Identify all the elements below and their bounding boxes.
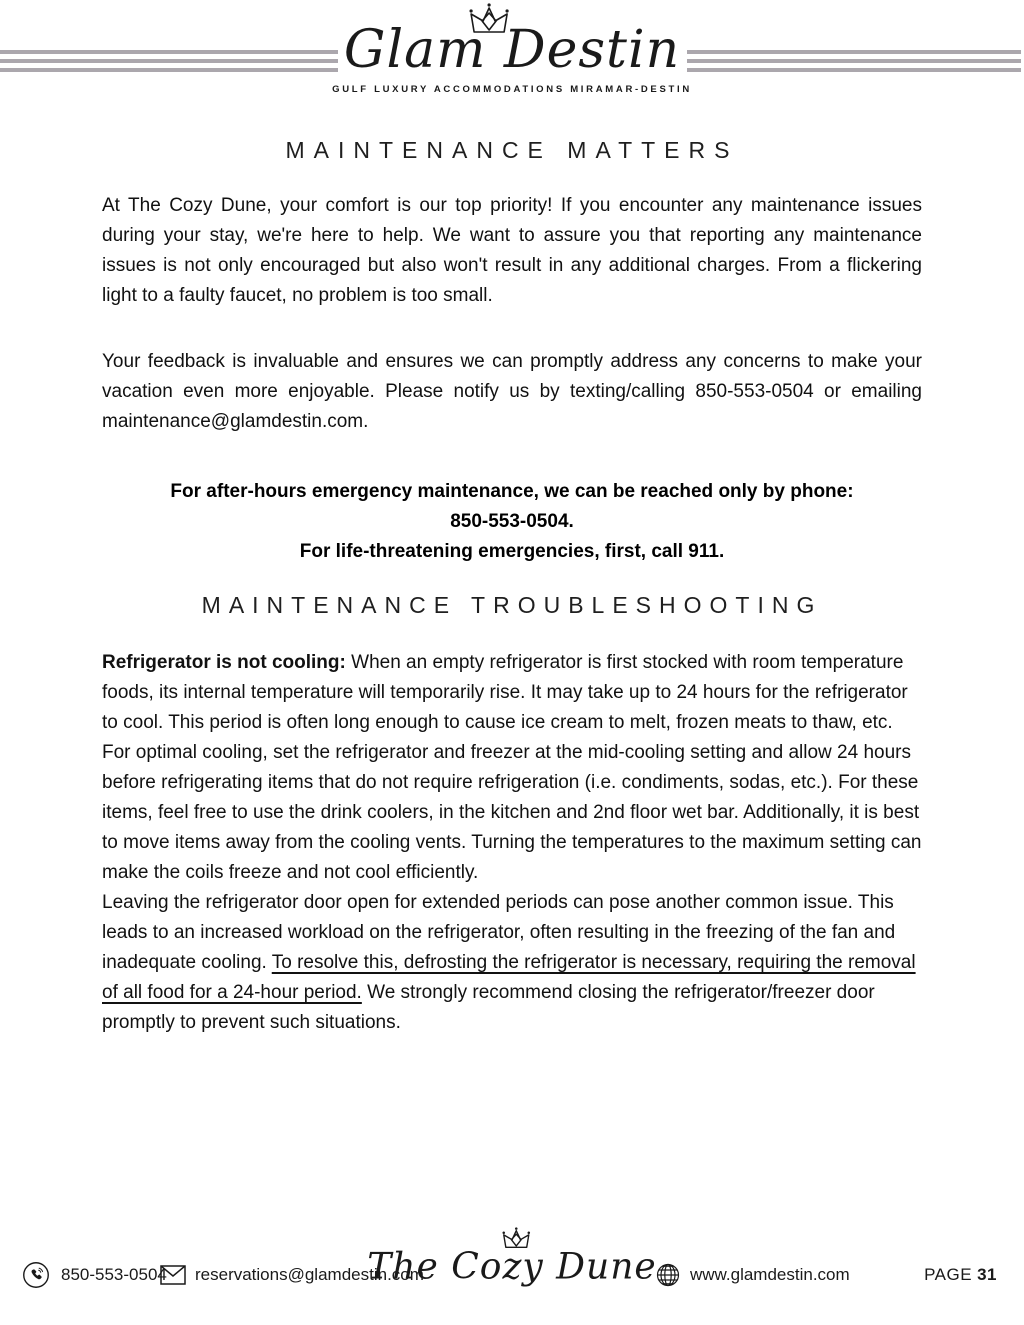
brand-tagline: GULF LUXURY ACCOMMODATIONS MIRAMAR-DESTIN — [332, 84, 692, 95]
footer-logo — [367, 1247, 656, 1288]
emergency-line-1: For after-hours emergency maintenance, we can be reached only by phone: — [170, 481, 854, 502]
brand-logo-text: Glam Destin — [343, 20, 681, 80]
page-footer — [0, 1217, 1024, 1317]
troubleshooting-p3-underlined: To resolve this, defrosting the refrigerator is necessary, requiring the removal of all food for a 24-hour period. — [102, 952, 916, 1003]
page-number: 31 — [977, 1265, 997, 1284]
footer-logo-text: The Cozy Dune — [367, 1246, 657, 1288]
page-title: MAINTENANCE MATTERS — [285, 137, 739, 163]
section-title: MAINTENANCE TROUBLESHOOTING — [201, 592, 823, 618]
intro-paragraph-2: Your feedback is invaluable and ensures we can promptly address any concerns to make your vacation even more enjoyable. Please notify us by texting/calling 850-553-0504 or emailing maintenance@glamdestin.com. — [102, 351, 922, 432]
intro-paragraph-1: At The Cozy Dune, your comfort is our top priority! If you encounter any maintenance issues during your stay, we're here to help. We want to assure you that reporting any maintenance issues is not only encouraged but also won't result in any additional charges. From a flickering light to a faulty faucet, no problem is too small. — [102, 195, 922, 306]
decorative-stripes-right — [687, 50, 1021, 72]
emergency-phone: 850-553-0504. — [450, 511, 574, 532]
troubleshooting-paragraph-3 — [102, 888, 922, 1038]
footer-website — [656, 1263, 850, 1287]
footer-email-address: reservations@glamdestin.com — [195, 1265, 424, 1284]
troubleshooting-section — [102, 648, 922, 1038]
footer-phone-number: 850-553-0504 — [61, 1265, 167, 1284]
footer-website-url: www.glamdestin.com — [690, 1265, 850, 1284]
crown-icon — [466, 2, 512, 38]
globe-icon — [656, 1263, 680, 1287]
decorative-stripes-left — [0, 50, 338, 72]
troubleshooting-paragraph-1 — [102, 648, 922, 738]
troubleshooting-paragraph-2: For optimal cooling, set the refrigerator and freezer at the mid-cooling setting and allow 24 hours before refrigerating items that do not require refrigeration (i.e. condiments, sodas, etc.). For these items, feel free to use the drink coolers, in the kitchen and 2nd floor wet bar. Additionally, it is best to move items away from the cooling vents. Turning the temperatures to the maximum setting can make the coils freeze and not cool efficiently. — [102, 742, 922, 883]
footer-page-indicator — [924, 1265, 997, 1285]
troubleshooting-p3-end: We strongly recommend closing the refrigerator/freezer door promptly to prevent such situations. — [102, 982, 875, 1033]
page-label: PAGE — [924, 1265, 973, 1284]
brand-logo — [332, 4, 692, 95]
page-header — [0, 0, 1024, 116]
emergency-line-3: For life-threatening emergencies, first, call 911. — [299, 541, 725, 562]
footer-phone — [22, 1261, 167, 1289]
troubleshooting-p3-start: Leaving the refrigerator door open for extended periods can pose another common issue. This leads to an increased workload on the refrigerator, often resulting in the freezing of the fan and inadequate cooling. — [102, 892, 896, 973]
envelope-icon — [160, 1265, 186, 1285]
document-body — [102, 191, 922, 1038]
troubleshooting-lead: Refrigerator is not cooling: — [102, 652, 346, 673]
crown-icon — [500, 1227, 532, 1252]
troubleshooting-p1-text: When an empty refrigerator is first stocked with room temperature foods, its internal temperature will temporarily rise. It may take up to 24 hours for the refrigerator to cool. This period is often long enough to cause ice cream to melt, frozen meats to thaw, etc. — [102, 652, 908, 733]
phone-icon — [22, 1261, 50, 1289]
emergency-notice — [102, 477, 922, 567]
